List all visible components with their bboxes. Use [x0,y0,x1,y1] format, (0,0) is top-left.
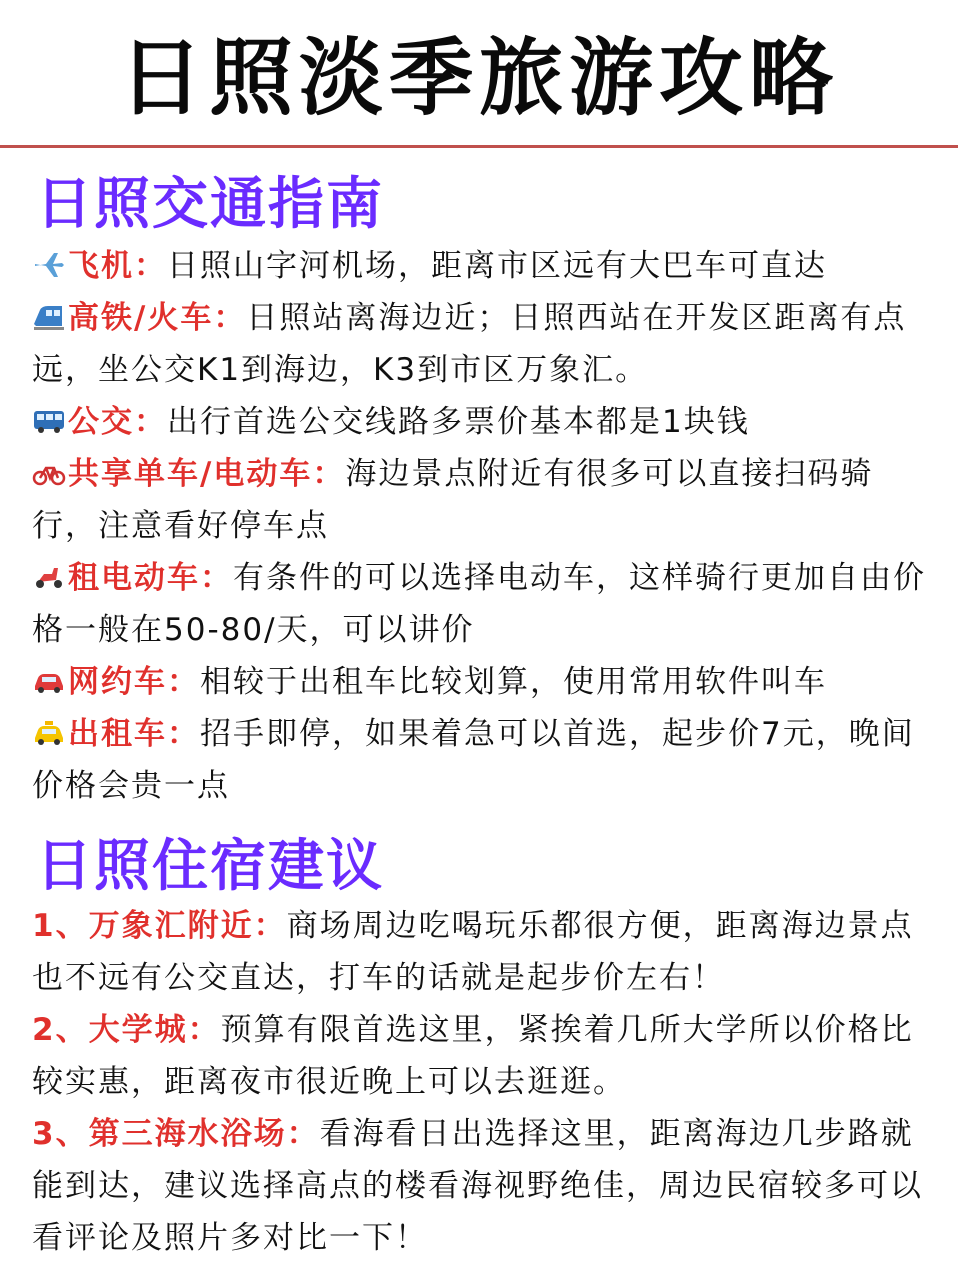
lodging-item [32,1108,932,1264]
transport-item-bus [32,396,932,448]
transport-label: 公交： [68,404,167,440]
transport-label: 飞机： [68,248,167,284]
title-divider [0,145,958,148]
lodging-text: 看海看日出选择这里，距离海边几步路就能到达，建议选择高点的楼看海视野绝佳，周边民宿较多可以看评论及照片多对比一下！ [32,1116,923,1256]
lodging-label: 万象汇附近： [88,908,287,944]
transport-label: 租电动车： [68,560,233,596]
lodging-list [32,900,932,1264]
transport-label: 共享单车/电动车： [68,456,346,492]
transport-text: 日照站离海边近；日照西站在开发区距离有点远，坐公交K1到海边，K3到市区万象汇。 [32,300,907,388]
airplane-icon [32,244,66,274]
page-title: 日照淡季旅游攻略 [118,27,839,127]
car-icon [32,660,66,690]
lodging-label: 大学城： [88,1012,221,1048]
transport-label: 高铁/火车： [68,300,247,336]
transport-item-train [32,292,932,396]
transport-text: 招手即停，如果着急可以首选，起步价7元，晚间价格会贵一点 [32,716,915,804]
bicycle-icon [32,452,66,482]
transport-item-scooter [32,552,932,656]
lodging-number: 3、 [32,1116,89,1152]
taxi-icon [32,712,66,742]
title-bar [0,0,958,142]
transport-item-bicycle [32,448,932,552]
lodging-number: 1、 [32,908,89,944]
transport-list [32,240,932,812]
transport-text: 相较于出租车比较划算，使用常用软件叫车 [200,664,827,700]
transport-item-airplane [32,240,932,292]
scooter-icon [32,556,66,586]
lodging-text: 商场周边吃喝玩乐都很方便，距离海边景点也不远有公交直达，打车的话就是起步价左右！ [32,908,914,996]
transport-heading: 日照交通指南 [36,171,384,237]
transport-text: 日照山字河机场，距离市区远有大巴车可直达 [167,248,827,284]
lodging-text: 预算有限首选这里，紧挨着几所大学所以价格比较实惠，距离夜市很近晚上可以去逛逛。 [32,1012,914,1100]
transport-label: 出租车： [68,716,200,752]
lodging-number: 2、 [32,1012,89,1048]
transport-text: 出行首选公交线路多票价基本都是1块钱 [167,404,750,440]
lodging-item [32,1004,932,1108]
lodging-heading: 日照住宿建议 [36,833,384,899]
transport-label: 网约车： [68,664,200,700]
transport-item-car [32,656,932,708]
lodging-item [32,900,932,1004]
transport-text: 海边景点附近有很多可以直接扫码骑行，注意看好停车点 [32,456,874,544]
transport-item-taxi [32,708,932,812]
bus-icon [32,400,66,430]
transport-text: 有条件的可以选择电动车，这样骑行更加自由价格一般在50-80/天，可以讲价 [32,560,926,648]
train-icon [32,296,66,326]
lodging-label: 第三海水浴场： [88,1116,320,1152]
